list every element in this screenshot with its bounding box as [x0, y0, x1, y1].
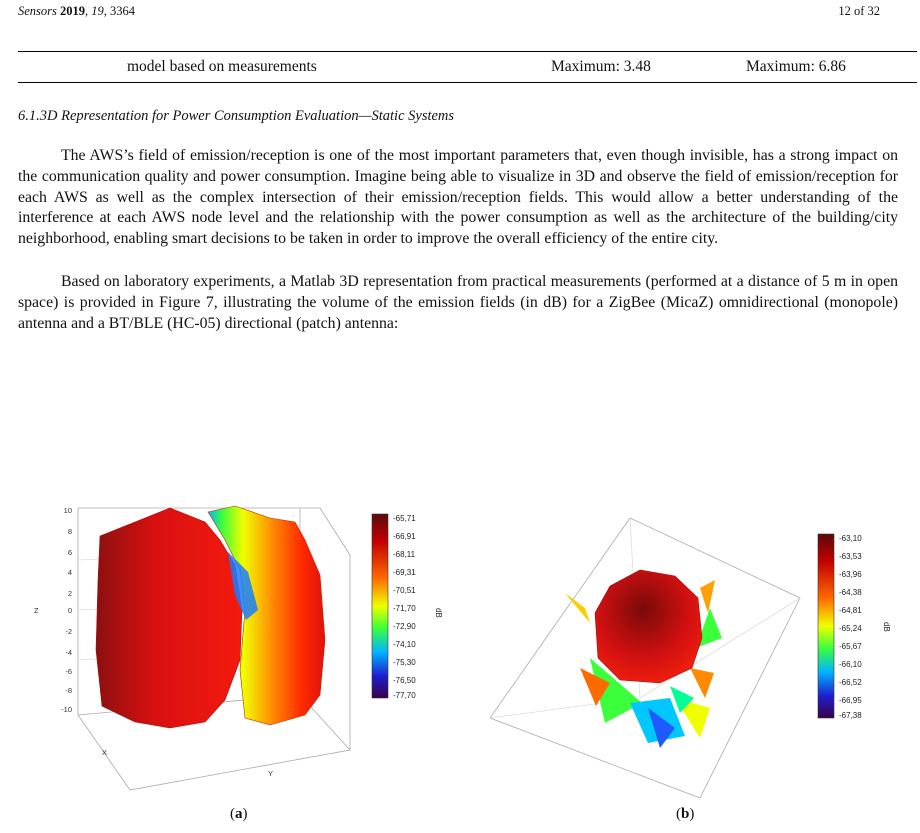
colorbar-tick: -63,10	[839, 534, 862, 543]
colorbar-tick: -65,67	[839, 642, 862, 651]
y-axis-label: Y	[268, 769, 274, 778]
figure-b-colorbar-ticks	[839, 534, 891, 720]
page-number: 12 of 32	[838, 4, 880, 18]
colorbar-tick: -67,38	[839, 711, 862, 720]
figure-b-colorbar	[818, 534, 834, 718]
z-axis-label: Z	[34, 606, 39, 615]
colorbar-tick: -68,11	[393, 550, 416, 559]
colorbar-tick: -70,51	[393, 586, 416, 595]
colorbar-tick: -71,70	[393, 604, 416, 613]
colorbar-tick: -74,10	[393, 640, 416, 649]
colorbar-tick: -65,24	[839, 624, 862, 633]
z-tick: 6	[67, 548, 72, 557]
z-tick: 0	[67, 606, 72, 615]
colorbar-tick: -64,81	[839, 606, 862, 615]
running-header-citation: Sensors 2019, 19, 3364	[18, 4, 136, 18]
colorbar-tick: -66,91	[393, 532, 416, 541]
colorbar-tick: -66,52	[839, 678, 862, 687]
colorbar-tick: -66,95	[839, 696, 862, 705]
z-tick: -6	[65, 667, 72, 676]
colorbar-tick: -72,90	[393, 622, 416, 631]
figure-a-plot	[20, 500, 460, 800]
colorbar-tick: -65,71	[393, 514, 416, 523]
journal-year: 2019	[60, 4, 86, 18]
figure-a-emission-lobe-left	[96, 508, 242, 728]
figure-b-caption: (b)	[676, 806, 695, 822]
z-tick: -10	[61, 705, 72, 714]
figure-b-colorbar-unit: dB	[882, 622, 891, 632]
z-tick: -8	[65, 686, 72, 695]
z-tick: 10	[63, 506, 72, 515]
table-cell-max-1: Maximum: 3.48	[551, 58, 651, 75]
figure-a-colorbar	[372, 514, 388, 698]
figure-a-colorbar-ticks	[393, 514, 443, 700]
z-tick: 2	[67, 589, 72, 598]
section-heading: 6.1.3D Representation for Power Consumption Evaluation—Static Systems	[18, 108, 455, 124]
colorbar-tick: -69,31	[393, 568, 416, 577]
article-number: 3364	[110, 4, 136, 18]
figure-b-emission-cap	[595, 570, 702, 683]
journal-volume: 19	[91, 4, 104, 18]
table-bottom-rule	[18, 82, 917, 83]
colorbar-tick: -75,30	[393, 658, 416, 667]
table-top-rule	[18, 51, 917, 52]
figure-a-colorbar-unit: dB	[434, 608, 443, 618]
journal-name: Sensors	[18, 4, 57, 18]
z-tick: -2	[65, 627, 72, 636]
colorbar-tick: -66,10	[839, 660, 862, 669]
z-tick: -4	[65, 648, 72, 657]
x-axis-label: X	[102, 748, 108, 757]
body-paragraph-2: Based on laboratory experiments, a Matlab 3D representation from practical measurements (performed at a distance of 5 m in open space) is provided in Figure 7, illustrating the volume of the emission fields (in dB) for a ZigBee (MicaZ) omnidirectional (monopole) antenna and a BT/BLE (HC-05) directional (patch) antenna:	[18, 273, 898, 332]
body-paragraph-1: The AWS’s field of emission/reception is one of the most important parameters that, even though invisible, has a strong impact on the communication quality and power consumption. Imagine being able to visualize in 3D and observe the field of emission/reception for each AWS as well as the complex intersection of their emission/reception fields. This would allow a better understanding of the interference at each AWS node level and the relationship with the power consumption as well as the architecture of the building/city neighborhood, enabling smart decisions to be taken in order to improve the overall efficiency of the entire city.	[18, 147, 898, 248]
table-cell-model: model based on measurements	[127, 58, 317, 75]
colorbar-tick: -77,70	[393, 691, 416, 700]
figure-b-plot	[470, 498, 915, 798]
colorbar-tick: -64,38	[839, 588, 862, 597]
colorbar-tick: -63,96	[839, 570, 862, 579]
figure-a-caption: (a)	[230, 806, 248, 822]
colorbar-tick: -76,50	[393, 676, 416, 685]
z-tick: 8	[67, 527, 72, 536]
z-tick: 4	[67, 568, 72, 577]
colorbar-tick: -63,53	[839, 552, 862, 561]
table-cell-max-2: Maximum: 6.86	[746, 58, 846, 75]
